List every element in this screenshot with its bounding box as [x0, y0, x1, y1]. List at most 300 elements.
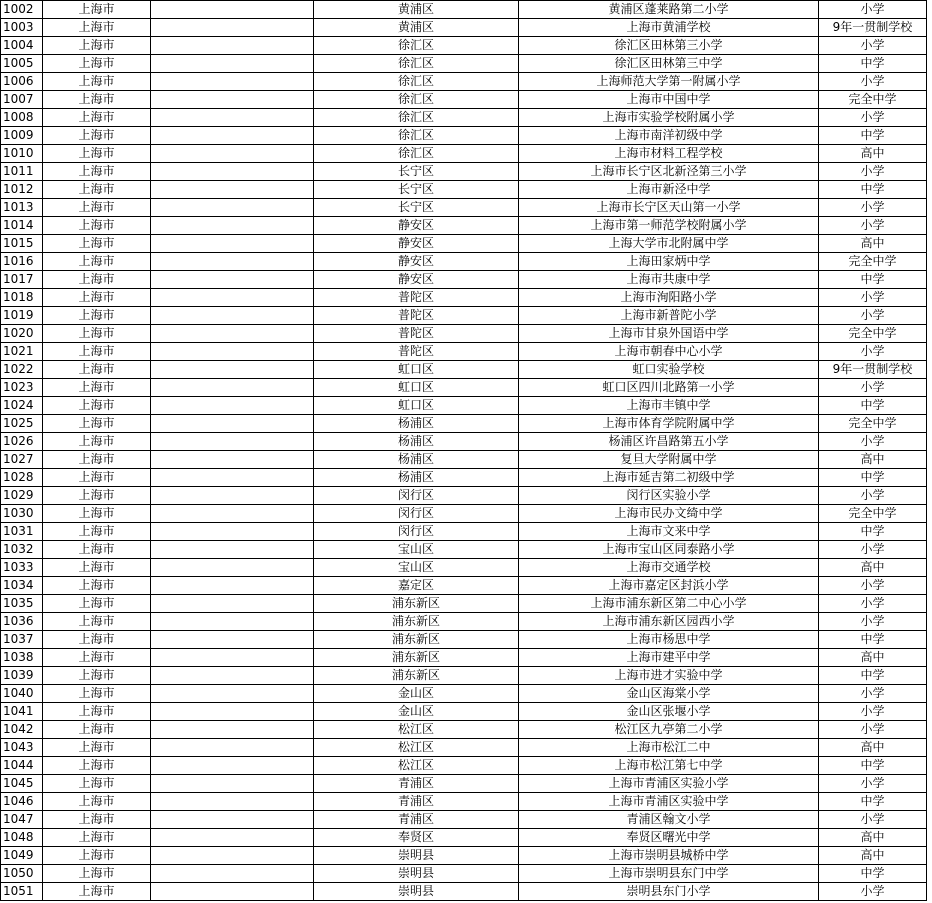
school-type-cell: 中学: [819, 397, 927, 415]
district-cell: 浦东新区: [314, 595, 519, 613]
table-row: [1, 19, 927, 37]
table-row: [1, 55, 927, 73]
school-type-cell: 中学: [819, 55, 927, 73]
district-cell: 崇明县: [314, 865, 519, 883]
district-cell: 长宁区: [314, 163, 519, 181]
blank-cell: [151, 667, 314, 685]
row-number-cell: 1048: [1, 829, 43, 847]
school-type-cell: 高中: [819, 451, 927, 469]
school-name-cell: 上海市浦东新区园西小学: [519, 613, 819, 631]
school-type-cell: 完全中学: [819, 325, 927, 343]
city-cell: 上海市: [43, 775, 151, 793]
school-name-cell: 上海市崇明县东门中学: [519, 865, 819, 883]
school-type-cell: 中学: [819, 757, 927, 775]
school-name-cell: 上海市松江第七中学: [519, 757, 819, 775]
district-cell: 徐汇区: [314, 37, 519, 55]
blank-cell: [151, 613, 314, 631]
table-row: [1, 199, 927, 217]
school-name-cell: 上海市嘉定区封浜小学: [519, 577, 819, 595]
table-row: [1, 433, 927, 451]
table-row: [1, 145, 927, 163]
blank-cell: [151, 109, 314, 127]
row-number-cell: 1051: [1, 883, 43, 901]
blank-cell: [151, 127, 314, 145]
district-cell: 静安区: [314, 235, 519, 253]
school-name-cell: 上海市交通学校: [519, 559, 819, 577]
table-row: [1, 649, 927, 667]
blank-cell: [151, 685, 314, 703]
school-type-cell: 小学: [819, 595, 927, 613]
table-row: [1, 793, 927, 811]
city-cell: 上海市: [43, 73, 151, 91]
blank-cell: [151, 343, 314, 361]
row-number-cell: 1006: [1, 73, 43, 91]
table-row: [1, 235, 927, 253]
school-type-cell: 中学: [819, 181, 927, 199]
district-cell: 杨浦区: [314, 415, 519, 433]
blank-cell: [151, 487, 314, 505]
table-row: [1, 289, 927, 307]
table-row: [1, 541, 927, 559]
school-name-cell: 金山区张堰小学: [519, 703, 819, 721]
row-number-cell: 1002: [1, 1, 43, 19]
district-cell: 杨浦区: [314, 451, 519, 469]
district-cell: 静安区: [314, 271, 519, 289]
row-number-cell: 1029: [1, 487, 43, 505]
table-row: [1, 865, 927, 883]
district-cell: 浦东新区: [314, 649, 519, 667]
district-cell: 松江区: [314, 757, 519, 775]
school-name-cell: 上海市长宁区天山第一小学: [519, 199, 819, 217]
city-cell: 上海市: [43, 685, 151, 703]
city-cell: 上海市: [43, 433, 151, 451]
school-type-cell: 中学: [819, 667, 927, 685]
blank-cell: [151, 181, 314, 199]
blank-cell: [151, 847, 314, 865]
table-row: [1, 775, 927, 793]
row-number-cell: 1024: [1, 397, 43, 415]
city-cell: 上海市: [43, 469, 151, 487]
school-type-cell: 小学: [819, 811, 927, 829]
table-row: [1, 271, 927, 289]
blank-cell: [151, 505, 314, 523]
blank-cell: [151, 145, 314, 163]
blank-cell: [151, 739, 314, 757]
city-cell: 上海市: [43, 739, 151, 757]
city-cell: 上海市: [43, 127, 151, 145]
school-type-cell: 小学: [819, 541, 927, 559]
blank-cell: [151, 811, 314, 829]
school-type-cell: 完全中学: [819, 505, 927, 523]
school-name-cell: 上海大学市北附属中学: [519, 235, 819, 253]
district-cell: 青浦区: [314, 811, 519, 829]
school-type-cell: 中学: [819, 271, 927, 289]
school-name-cell: 上海市丰镇中学: [519, 397, 819, 415]
school-name-cell: 虹口实验学校: [519, 361, 819, 379]
table-row: [1, 397, 927, 415]
table-row: [1, 613, 927, 631]
row-number-cell: 1026: [1, 433, 43, 451]
table-row: [1, 469, 927, 487]
table-row: [1, 523, 927, 541]
school-type-cell: 9年一贯制学校: [819, 361, 927, 379]
district-cell: 浦东新区: [314, 631, 519, 649]
district-cell: 松江区: [314, 739, 519, 757]
school-name-cell: 上海市民办文绮中学: [519, 505, 819, 523]
school-name-cell: 上海市杨思中学: [519, 631, 819, 649]
city-cell: 上海市: [43, 577, 151, 595]
row-number-cell: 1046: [1, 793, 43, 811]
district-cell: 崇明县: [314, 883, 519, 901]
blank-cell: [151, 217, 314, 235]
city-cell: 上海市: [43, 559, 151, 577]
row-number-cell: 1010: [1, 145, 43, 163]
school-name-cell: 上海市浦东新区第二中心小学: [519, 595, 819, 613]
school-name-cell: 上海市中国中学: [519, 91, 819, 109]
table-row: [1, 577, 927, 595]
blank-cell: [151, 865, 314, 883]
blank-cell: [151, 631, 314, 649]
city-cell: 上海市: [43, 451, 151, 469]
school-name-cell: 上海市朝春中心小学: [519, 343, 819, 361]
school-name-cell: 上海市建平中学: [519, 649, 819, 667]
blank-cell: [151, 829, 314, 847]
row-number-cell: 1033: [1, 559, 43, 577]
row-number-cell: 1034: [1, 577, 43, 595]
school-name-cell: 上海市第一师范学校附属小学: [519, 217, 819, 235]
blank-cell: [151, 271, 314, 289]
school-name-cell: 奉贤区曙光中学: [519, 829, 819, 847]
school-name-cell: 上海市进才实验中学: [519, 667, 819, 685]
row-number-cell: 1028: [1, 469, 43, 487]
school-type-cell: 小学: [819, 379, 927, 397]
city-cell: 上海市: [43, 667, 151, 685]
district-cell: 金山区: [314, 703, 519, 721]
row-number-cell: 1041: [1, 703, 43, 721]
school-name-cell: 徐汇区田林第三小学: [519, 37, 819, 55]
city-cell: 上海市: [43, 37, 151, 55]
district-cell: 青浦区: [314, 793, 519, 811]
district-cell: 普陀区: [314, 325, 519, 343]
school-name-cell: 上海市洵阳路小学: [519, 289, 819, 307]
school-name-cell: 上海市甘泉外国语中学: [519, 325, 819, 343]
blank-cell: [151, 199, 314, 217]
district-cell: 静安区: [314, 253, 519, 271]
city-cell: 上海市: [43, 181, 151, 199]
city-cell: 上海市: [43, 649, 151, 667]
row-number-cell: 1043: [1, 739, 43, 757]
school-name-cell: 杨浦区许昌路第五小学: [519, 433, 819, 451]
row-number-cell: 1042: [1, 721, 43, 739]
city-cell: 上海市: [43, 325, 151, 343]
table-row: [1, 667, 927, 685]
blank-cell: [151, 703, 314, 721]
school-type-cell: 小学: [819, 73, 927, 91]
school-name-cell: 上海市延吉第二初级中学: [519, 469, 819, 487]
blank-cell: [151, 577, 314, 595]
district-cell: 徐汇区: [314, 127, 519, 145]
table-row: [1, 1, 927, 19]
school-type-cell: 小学: [819, 721, 927, 739]
school-name-cell: 上海市南洋初级中学: [519, 127, 819, 145]
school-type-cell: 小学: [819, 685, 927, 703]
school-type-cell: 高中: [819, 847, 927, 865]
blank-cell: [151, 649, 314, 667]
district-cell: 黄浦区: [314, 1, 519, 19]
blank-cell: [151, 235, 314, 253]
table-row: [1, 73, 927, 91]
city-cell: 上海市: [43, 343, 151, 361]
school-name-cell: 上海市松江二中: [519, 739, 819, 757]
row-number-cell: 1020: [1, 325, 43, 343]
row-number-cell: 1004: [1, 37, 43, 55]
blank-cell: [151, 1, 314, 19]
table-row: [1, 91, 927, 109]
city-cell: 上海市: [43, 523, 151, 541]
blank-cell: [151, 91, 314, 109]
blank-cell: [151, 793, 314, 811]
blank-cell: [151, 325, 314, 343]
district-cell: 青浦区: [314, 775, 519, 793]
table-row: [1, 685, 927, 703]
school-type-cell: 小学: [819, 199, 927, 217]
city-cell: 上海市: [43, 19, 151, 37]
city-cell: 上海市: [43, 271, 151, 289]
row-number-cell: 1047: [1, 811, 43, 829]
blank-cell: [151, 55, 314, 73]
row-number-cell: 1009: [1, 127, 43, 145]
district-cell: 杨浦区: [314, 433, 519, 451]
school-name-cell: 虹口区四川北路第一小学: [519, 379, 819, 397]
table-row: [1, 415, 927, 433]
row-number-cell: 1030: [1, 505, 43, 523]
school-list-body: [1, 1, 927, 901]
city-cell: 上海市: [43, 829, 151, 847]
city-cell: 上海市: [43, 595, 151, 613]
city-cell: 上海市: [43, 397, 151, 415]
school-type-cell: 中学: [819, 523, 927, 541]
table-row: [1, 253, 927, 271]
school-type-cell: 完全中学: [819, 253, 927, 271]
school-name-cell: 上海市青浦区实验小学: [519, 775, 819, 793]
table-row: [1, 37, 927, 55]
blank-cell: [151, 397, 314, 415]
district-cell: 金山区: [314, 685, 519, 703]
city-cell: 上海市: [43, 199, 151, 217]
district-cell: 长宁区: [314, 199, 519, 217]
district-cell: 浦东新区: [314, 613, 519, 631]
row-number-cell: 1007: [1, 91, 43, 109]
district-cell: 徐汇区: [314, 91, 519, 109]
school-name-cell: 上海市共康中学: [519, 271, 819, 289]
city-cell: 上海市: [43, 487, 151, 505]
city-cell: 上海市: [43, 91, 151, 109]
row-number-cell: 1035: [1, 595, 43, 613]
table-row: [1, 361, 927, 379]
district-cell: 闵行区: [314, 523, 519, 541]
table-row: [1, 127, 927, 145]
school-type-cell: 完全中学: [819, 415, 927, 433]
table-row: [1, 217, 927, 235]
school-name-cell: 上海市青浦区实验中学: [519, 793, 819, 811]
school-type-cell: 小学: [819, 487, 927, 505]
table-row: [1, 379, 927, 397]
city-cell: 上海市: [43, 289, 151, 307]
school-type-cell: 中学: [819, 127, 927, 145]
district-cell: 静安区: [314, 217, 519, 235]
row-number-cell: 1023: [1, 379, 43, 397]
row-number-cell: 1003: [1, 19, 43, 37]
table-row: [1, 325, 927, 343]
school-name-cell: 上海田家炳中学: [519, 253, 819, 271]
district-cell: 虹口区: [314, 397, 519, 415]
blank-cell: [151, 469, 314, 487]
blank-cell: [151, 433, 314, 451]
blank-cell: [151, 289, 314, 307]
table-row: [1, 487, 927, 505]
school-type-cell: 小学: [819, 775, 927, 793]
row-number-cell: 1039: [1, 667, 43, 685]
school-type-cell: 高中: [819, 739, 927, 757]
district-cell: 徐汇区: [314, 55, 519, 73]
district-cell: 闵行区: [314, 487, 519, 505]
city-cell: 上海市: [43, 163, 151, 181]
table-row: [1, 631, 927, 649]
blank-cell: [151, 559, 314, 577]
district-cell: 普陀区: [314, 289, 519, 307]
school-type-cell: 小学: [819, 163, 927, 181]
table-row: [1, 505, 927, 523]
district-cell: 杨浦区: [314, 469, 519, 487]
district-cell: 宝山区: [314, 559, 519, 577]
school-name-cell: 黄浦区蓬莱路第二小学: [519, 1, 819, 19]
table-row: [1, 343, 927, 361]
blank-cell: [151, 37, 314, 55]
school-type-cell: 小学: [819, 37, 927, 55]
row-number-cell: 1031: [1, 523, 43, 541]
row-number-cell: 1038: [1, 649, 43, 667]
blank-cell: [151, 883, 314, 901]
school-type-cell: 小学: [819, 613, 927, 631]
school-name-cell: 上海市崇明县城桥中学: [519, 847, 819, 865]
school-type-cell: 高中: [819, 829, 927, 847]
district-cell: 闵行区: [314, 505, 519, 523]
row-number-cell: 1019: [1, 307, 43, 325]
city-cell: 上海市: [43, 109, 151, 127]
school-name-cell: 徐汇区田林第三中学: [519, 55, 819, 73]
city-cell: 上海市: [43, 505, 151, 523]
school-type-cell: 中学: [819, 469, 927, 487]
school-type-cell: 9年一贯制学校: [819, 19, 927, 37]
school-type-cell: 小学: [819, 883, 927, 901]
district-cell: 虹口区: [314, 379, 519, 397]
district-cell: 崇明县: [314, 847, 519, 865]
blank-cell: [151, 379, 314, 397]
city-cell: 上海市: [43, 55, 151, 73]
row-number-cell: 1044: [1, 757, 43, 775]
district-cell: 浦东新区: [314, 667, 519, 685]
row-number-cell: 1022: [1, 361, 43, 379]
city-cell: 上海市: [43, 883, 151, 901]
city-cell: 上海市: [43, 235, 151, 253]
city-cell: 上海市: [43, 631, 151, 649]
blank-cell: [151, 541, 314, 559]
table-row: [1, 451, 927, 469]
district-cell: 徐汇区: [314, 145, 519, 163]
district-cell: 奉贤区: [314, 829, 519, 847]
district-cell: 宝山区: [314, 541, 519, 559]
school-type-cell: 小学: [819, 577, 927, 595]
row-number-cell: 1049: [1, 847, 43, 865]
school-type-cell: 小学: [819, 703, 927, 721]
school-type-cell: 小学: [819, 217, 927, 235]
row-number-cell: 1005: [1, 55, 43, 73]
blank-cell: [151, 721, 314, 739]
blank-cell: [151, 163, 314, 181]
school-name-cell: 青浦区翰文小学: [519, 811, 819, 829]
school-name-cell: 上海市文来中学: [519, 523, 819, 541]
blank-cell: [151, 307, 314, 325]
city-cell: 上海市: [43, 217, 151, 235]
table-row: [1, 739, 927, 757]
city-cell: 上海市: [43, 613, 151, 631]
district-cell: 长宁区: [314, 181, 519, 199]
table-row: [1, 847, 927, 865]
school-type-cell: 小学: [819, 289, 927, 307]
school-type-cell: 高中: [819, 235, 927, 253]
blank-cell: [151, 757, 314, 775]
city-cell: 上海市: [43, 307, 151, 325]
school-type-cell: 高中: [819, 559, 927, 577]
city-cell: 上海市: [43, 1, 151, 19]
row-number-cell: 1040: [1, 685, 43, 703]
school-name-cell: 金山区海棠小学: [519, 685, 819, 703]
school-type-cell: 高中: [819, 649, 927, 667]
row-number-cell: 1013: [1, 199, 43, 217]
city-cell: 上海市: [43, 811, 151, 829]
city-cell: 上海市: [43, 703, 151, 721]
row-number-cell: 1018: [1, 289, 43, 307]
school-name-cell: 上海市材料工程学校: [519, 145, 819, 163]
table-row: [1, 703, 927, 721]
school-type-cell: 小学: [819, 343, 927, 361]
row-number-cell: 1021: [1, 343, 43, 361]
school-name-cell: 上海市宝山区同泰路小学: [519, 541, 819, 559]
school-type-cell: 小学: [819, 433, 927, 451]
table-row: [1, 109, 927, 127]
school-type-cell: 小学: [819, 307, 927, 325]
blank-cell: [151, 451, 314, 469]
city-cell: 上海市: [43, 757, 151, 775]
district-cell: 普陀区: [314, 343, 519, 361]
school-name-cell: 上海市黄浦学校: [519, 19, 819, 37]
table-row: [1, 595, 927, 613]
school-type-cell: 中学: [819, 865, 927, 883]
school-name-cell: 松江区九亭第二小学: [519, 721, 819, 739]
city-cell: 上海市: [43, 145, 151, 163]
row-number-cell: 1036: [1, 613, 43, 631]
district-cell: 松江区: [314, 721, 519, 739]
blank-cell: [151, 523, 314, 541]
table-row: [1, 307, 927, 325]
district-cell: 徐汇区: [314, 109, 519, 127]
table-row: [1, 757, 927, 775]
blank-cell: [151, 595, 314, 613]
city-cell: 上海市: [43, 847, 151, 865]
city-cell: 上海市: [43, 721, 151, 739]
city-cell: 上海市: [43, 361, 151, 379]
row-number-cell: 1050: [1, 865, 43, 883]
